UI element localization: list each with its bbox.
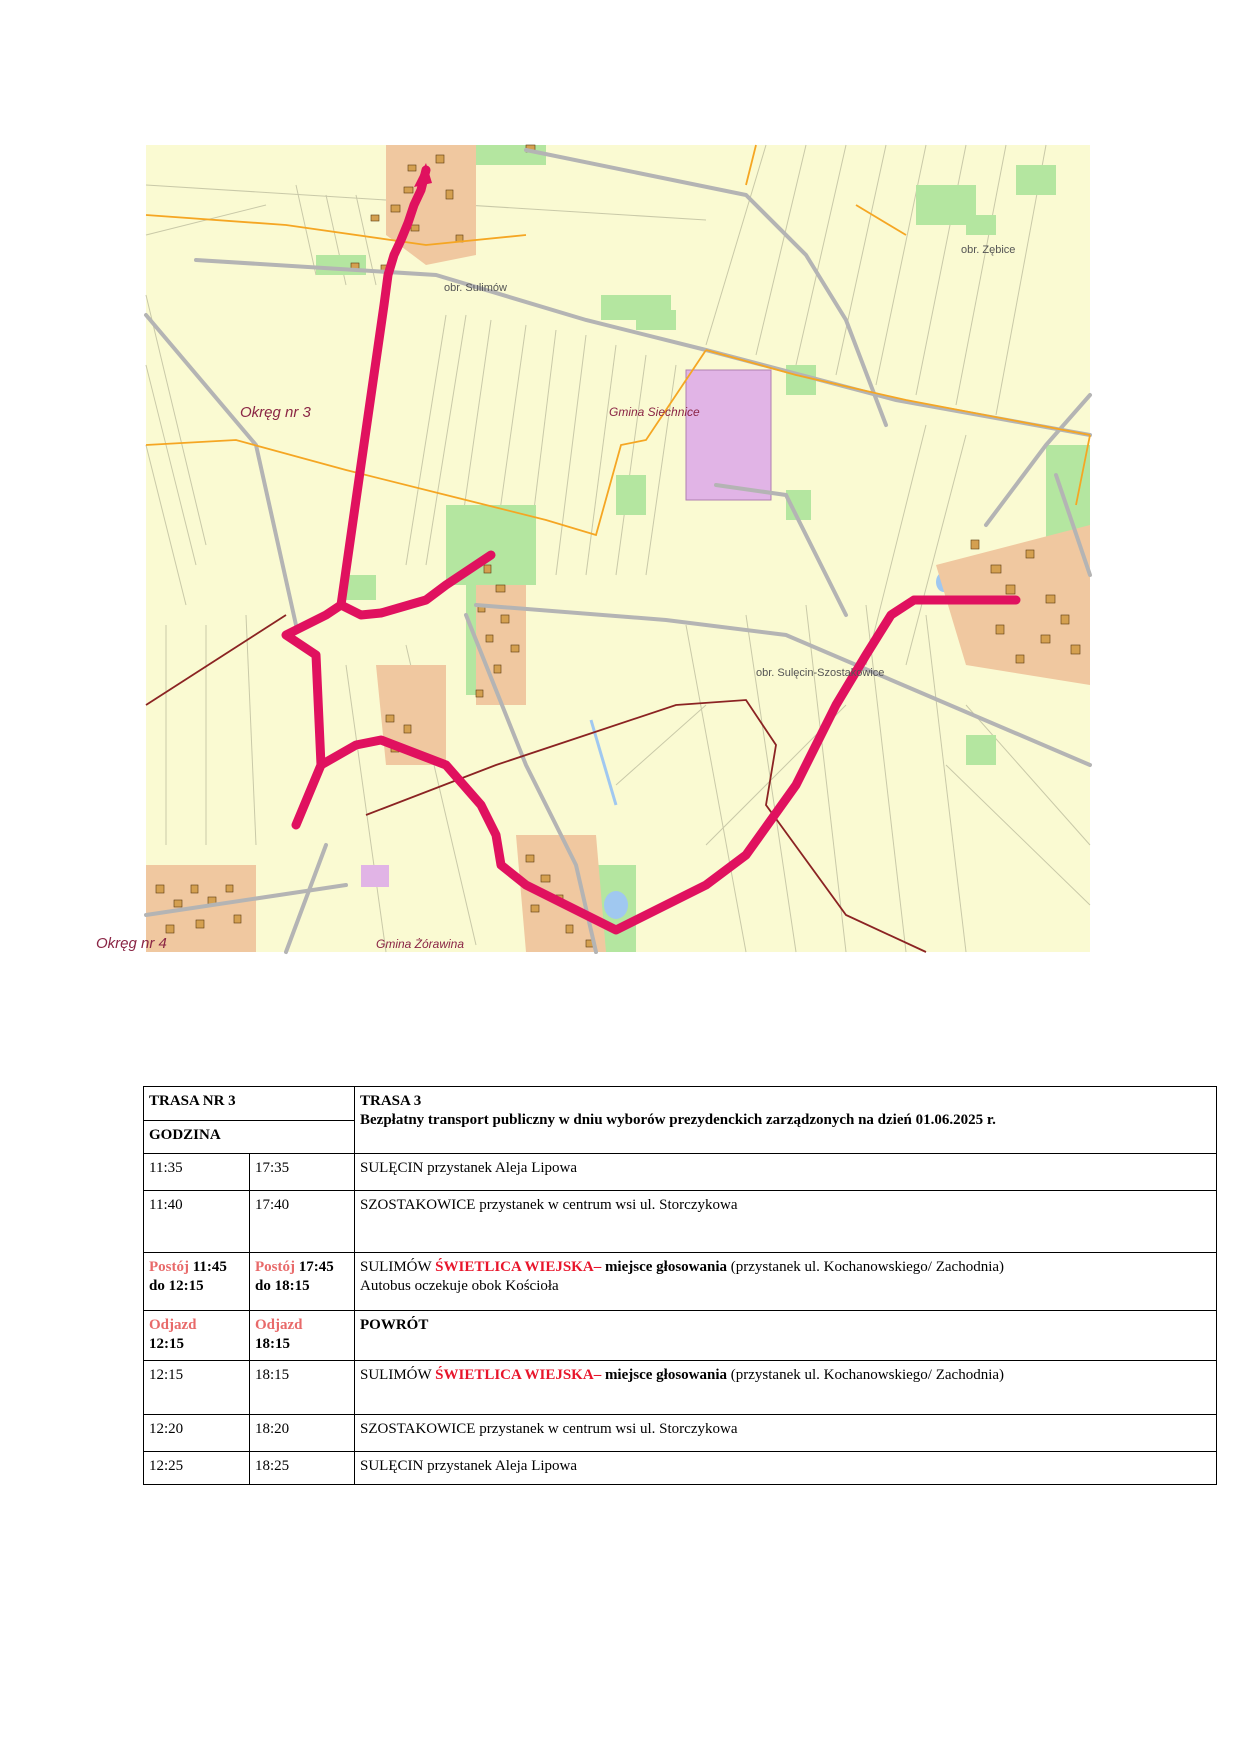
table-row (144, 1415, 1217, 1452)
departure-time: 18:15 (255, 1336, 290, 1352)
voting-label: miejsce głosowania (604, 1367, 728, 1383)
stop-cell: SULĘCIN przystanek Aleja Lipowa (355, 1452, 1217, 1485)
roads (146, 150, 1090, 952)
departure-label: Odjazd (255, 1317, 303, 1333)
departure-time: 12:15 (149, 1336, 184, 1352)
time-cell: 12:15 (144, 1361, 250, 1415)
route-title: TRASA 3 (360, 1093, 422, 1109)
stop-detail: (przystanek ul. Kochanowskiego/ Zachodnia) (730, 1259, 1005, 1275)
table-row (144, 1087, 1217, 1121)
table-row (144, 1452, 1217, 1485)
time-cell: 12:25 (144, 1452, 250, 1485)
route-number-cell: TRASA NR 3 (144, 1087, 355, 1121)
time-cell: 17:40 (250, 1191, 355, 1253)
stop-label: Postój (149, 1259, 189, 1275)
bus-route[interactable] (286, 170, 1016, 930)
stop-cell: SZOSTAKOWICE przystanek w centrum wsi ul. Storczykowa (355, 1415, 1217, 1452)
time-cell: 18:25 (250, 1452, 355, 1485)
time-cell: 11:40 (144, 1191, 250, 1253)
label-okreg-4: Okręg nr 4 (96, 935, 167, 952)
stop-cell (355, 1253, 1217, 1311)
label-obr-sulimow: obr. Sulimów (444, 282, 507, 294)
map-drawing (146, 145, 1090, 952)
pond (604, 891, 628, 919)
highlight-place: ŚWIETLICA WIEJSKA (435, 1259, 594, 1275)
stop-to-prefix: do (149, 1278, 165, 1294)
stop-cell: SZOSTAKOWICE przystanek w centrum wsi ul. Storczykowa (355, 1191, 1217, 1253)
label-okreg-3: Okręg nr 3 (240, 404, 311, 421)
stop-from: 17:45 (298, 1259, 334, 1275)
time-cell: 17:35 (250, 1154, 355, 1191)
table-row (144, 1361, 1217, 1415)
bus-note: Autobus oczekuje obok Kościoła (360, 1278, 559, 1294)
stop-from: 11:45 (192, 1259, 227, 1275)
table-row (144, 1154, 1217, 1191)
place-name: SULIMÓW (360, 1259, 432, 1275)
stop-to-prefix: do (255, 1278, 271, 1294)
stop-time-cell (144, 1253, 250, 1311)
label-gmina-zorawina: Gmina Żórawina (376, 937, 465, 951)
stop-detail: (przystanek ul. Kochanowskiego/ Zachodnia) (730, 1367, 1005, 1383)
highlight-place: ŚWIETLICA WIEJSKA (435, 1367, 594, 1383)
label-gmina-siechnice: Gmina Siechnice (609, 405, 700, 419)
table-row (144, 1191, 1217, 1253)
departure-label: Odjazd (149, 1317, 197, 1333)
time-label-cell: GODZINA (144, 1121, 355, 1154)
stop-time-cell (250, 1253, 355, 1311)
dash: – (593, 1367, 602, 1383)
table-row (144, 1253, 1217, 1311)
departure-time-cell (250, 1311, 355, 1361)
stop-label: Postój (255, 1259, 295, 1275)
label-obr-sulecin-szostakowice: obr. Sulęcin-Szostakowice (756, 667, 885, 679)
label-obr-zebice: obr. Zębice (961, 244, 1016, 256)
stop-cell: SULĘCIN przystanek Aleja Lipowa (355, 1154, 1217, 1191)
route-subtitle: Bezpłatny transport publiczny w dniu wyborów prezydenckich zarządzonych na dzień 01.06.2025 r. (360, 1112, 996, 1128)
time-cell: 18:15 (250, 1361, 355, 1415)
time-cell: 12:20 (144, 1415, 250, 1452)
stop-to: 12:15 (168, 1278, 204, 1294)
schedule-table (143, 1086, 1217, 1485)
table-row (144, 1311, 1217, 1361)
return-label-cell: POWRÓT (355, 1311, 1217, 1361)
purple-area-small (361, 865, 389, 887)
place-name: SULIMÓW (360, 1367, 432, 1383)
purple-area (686, 370, 771, 500)
route-map (96, 145, 1090, 952)
stop-cell (355, 1361, 1217, 1415)
voting-label: miejsce głosowania (604, 1259, 728, 1275)
dash: – (593, 1259, 602, 1275)
time-cell: 11:35 (144, 1154, 250, 1191)
route-title-cell (355, 1087, 1217, 1154)
time-cell: 18:20 (250, 1415, 355, 1452)
stop-to: 18:15 (274, 1278, 310, 1294)
departure-time-cell (144, 1311, 250, 1361)
